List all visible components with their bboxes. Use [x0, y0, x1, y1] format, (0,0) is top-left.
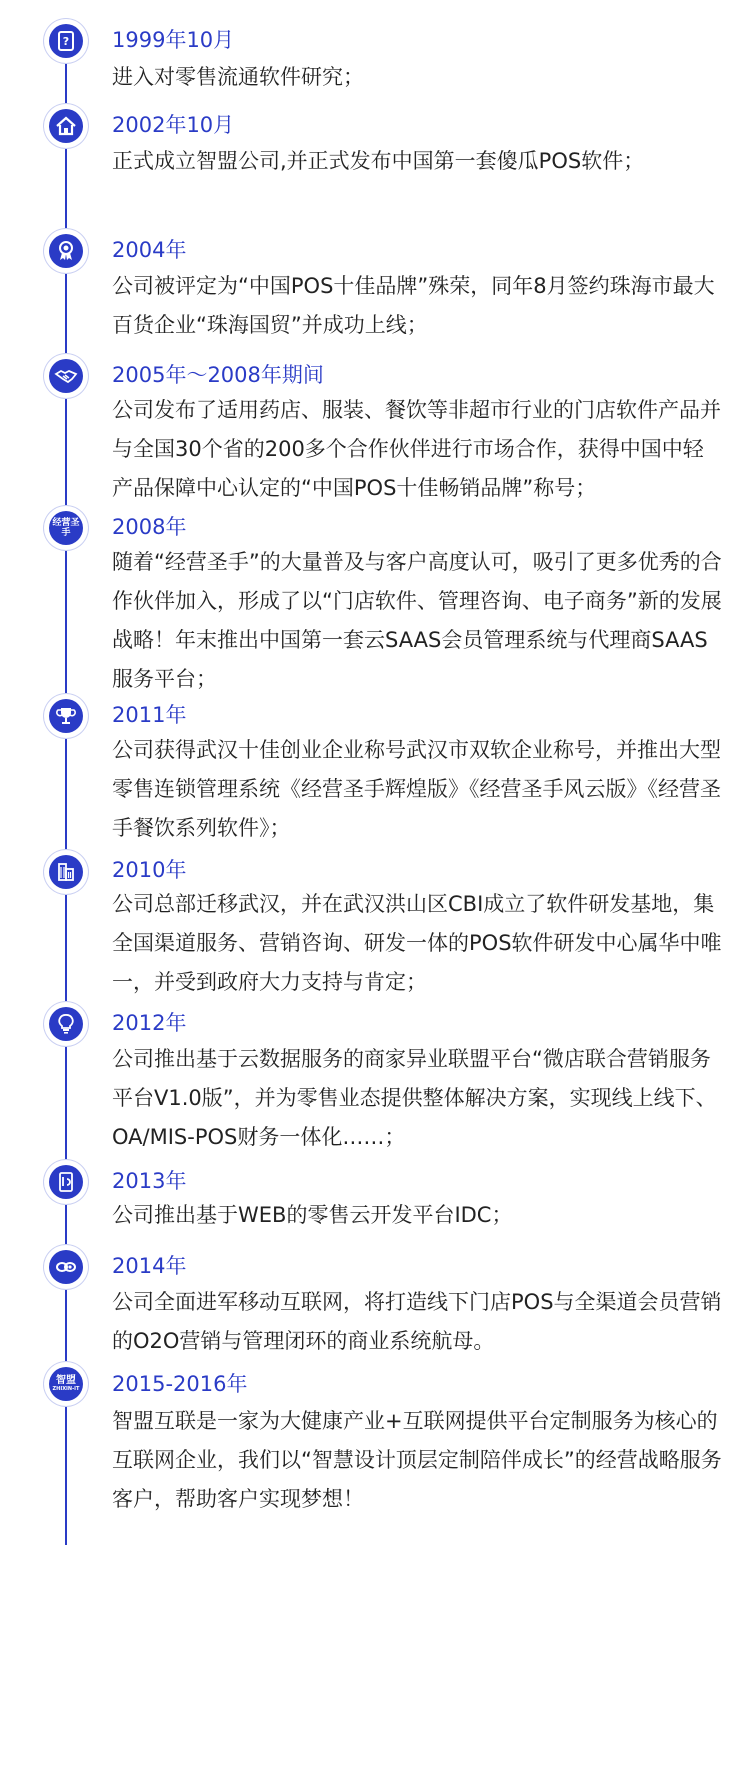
entry-year: 2014年 [112, 1254, 187, 1278]
brand-mark-icon: 智盟 ZHIXIN-IT [49, 1367, 83, 1401]
entry-text: 进入对零售流通软件研究； [112, 65, 364, 89]
timeline-node [44, 1002, 88, 1046]
entry-text: 正式成立智盟公司,并正式发布中国第一套傻瓜POS软件； [112, 149, 645, 173]
trophy-icon [49, 699, 83, 733]
timeline-node [44, 104, 88, 148]
entry-text: 随着“经营圣手”的大量普及与客户高度认可，吸引了更多优秀的合作伙伴加入，形成了以“门店软件、管理咨询、电子商务”新的发展战略！年末推出中国第一套云SAAS会员管理系统与代理商SAAS服务平台； [112, 550, 722, 691]
timeline-node [44, 506, 88, 550]
home-icon [49, 109, 83, 143]
timeline-node [44, 694, 88, 738]
entry-text: 公司发布了适用药店、服装、餐饮等非超市行业的门店软件产品并与全国30个省的200多个合作伙伴进行市场合作，获得中国中轻产品保障中心认定的“中国POS十佳畅销品牌”称号； [112, 398, 721, 500]
lightbulb-icon [49, 1007, 83, 1041]
document-icon [49, 1165, 83, 1199]
timeline-node [44, 1362, 88, 1406]
timeline-node [44, 229, 88, 273]
timeline-node [44, 850, 88, 894]
entry-year: 2008年 [112, 515, 187, 539]
entry-year: 2015-2016年 [112, 1372, 248, 1396]
entry-text: 公司被评定为“中国POS十佳品牌”殊荣，同年8月签约珠海市最大百货企业“珠海国贸”并成功上线； [112, 274, 715, 337]
loop-icon [49, 1250, 83, 1284]
entry-text: 公司获得武汉十佳创业企业称号武汉市双软企业称号，并推出大型零售连锁管理系统《经营圣手辉煌版》《经营圣手风云版》《经营圣手餐饮系列软件》； [112, 738, 721, 840]
brand-logo-icon: 经营圣手 [49, 511, 83, 545]
entry-text: 公司推出基于WEB的零售云开发平台IDC； [112, 1203, 513, 1227]
entry-year: 1999年10月 [112, 28, 235, 52]
entry-text: 公司推出基于云数据服务的商家异业联盟平台“微店联合营销服务平台V1.0版”，并为零售业态提供整体解决方案，实现线上线下、OA/MIS-POS财务一体化……； [112, 1047, 717, 1149]
timeline-node [44, 19, 88, 63]
handshake-icon [49, 359, 83, 393]
building-icon [49, 855, 83, 889]
entry-year: 2013年 [112, 1169, 187, 1193]
timeline-node [44, 1160, 88, 1204]
entry-year: 2002年10月 [112, 113, 235, 137]
timeline-node [44, 1245, 88, 1289]
timeline-node [44, 354, 88, 398]
entry-year: 2004年 [112, 238, 187, 262]
entry-text: 公司总部迁移武汉，并在武汉洪山区CBI成立了软件研发基地，集全国渠道服务、营销咨询、研发一体的POS软件研发中心属华中唯一，并受到政府大力支持与肯定； [112, 892, 722, 994]
entry-text: 智盟互联是一家为大健康产业+互联网提供平台定制服务为核心的互联网企业，我们以“智慧设计顶层定制陪伴成长”的经营战略服务客户，帮助客户实现梦想！ [112, 1409, 722, 1511]
entry-text: 公司全面进军移动互联网，将打造线下门店POS与全渠道会员营销的O2O营销与管理闭环的商业系统航母。 [112, 1290, 722, 1353]
award-icon [49, 234, 83, 268]
entry-year: 2010年 [112, 858, 187, 882]
entry-year: 2011年 [112, 703, 187, 727]
svg-text:?: ? [62, 35, 70, 48]
question-icon [49, 24, 83, 58]
entry-year: 2005年～2008年期间 [112, 363, 324, 387]
entry-year: 2012年 [112, 1011, 187, 1035]
